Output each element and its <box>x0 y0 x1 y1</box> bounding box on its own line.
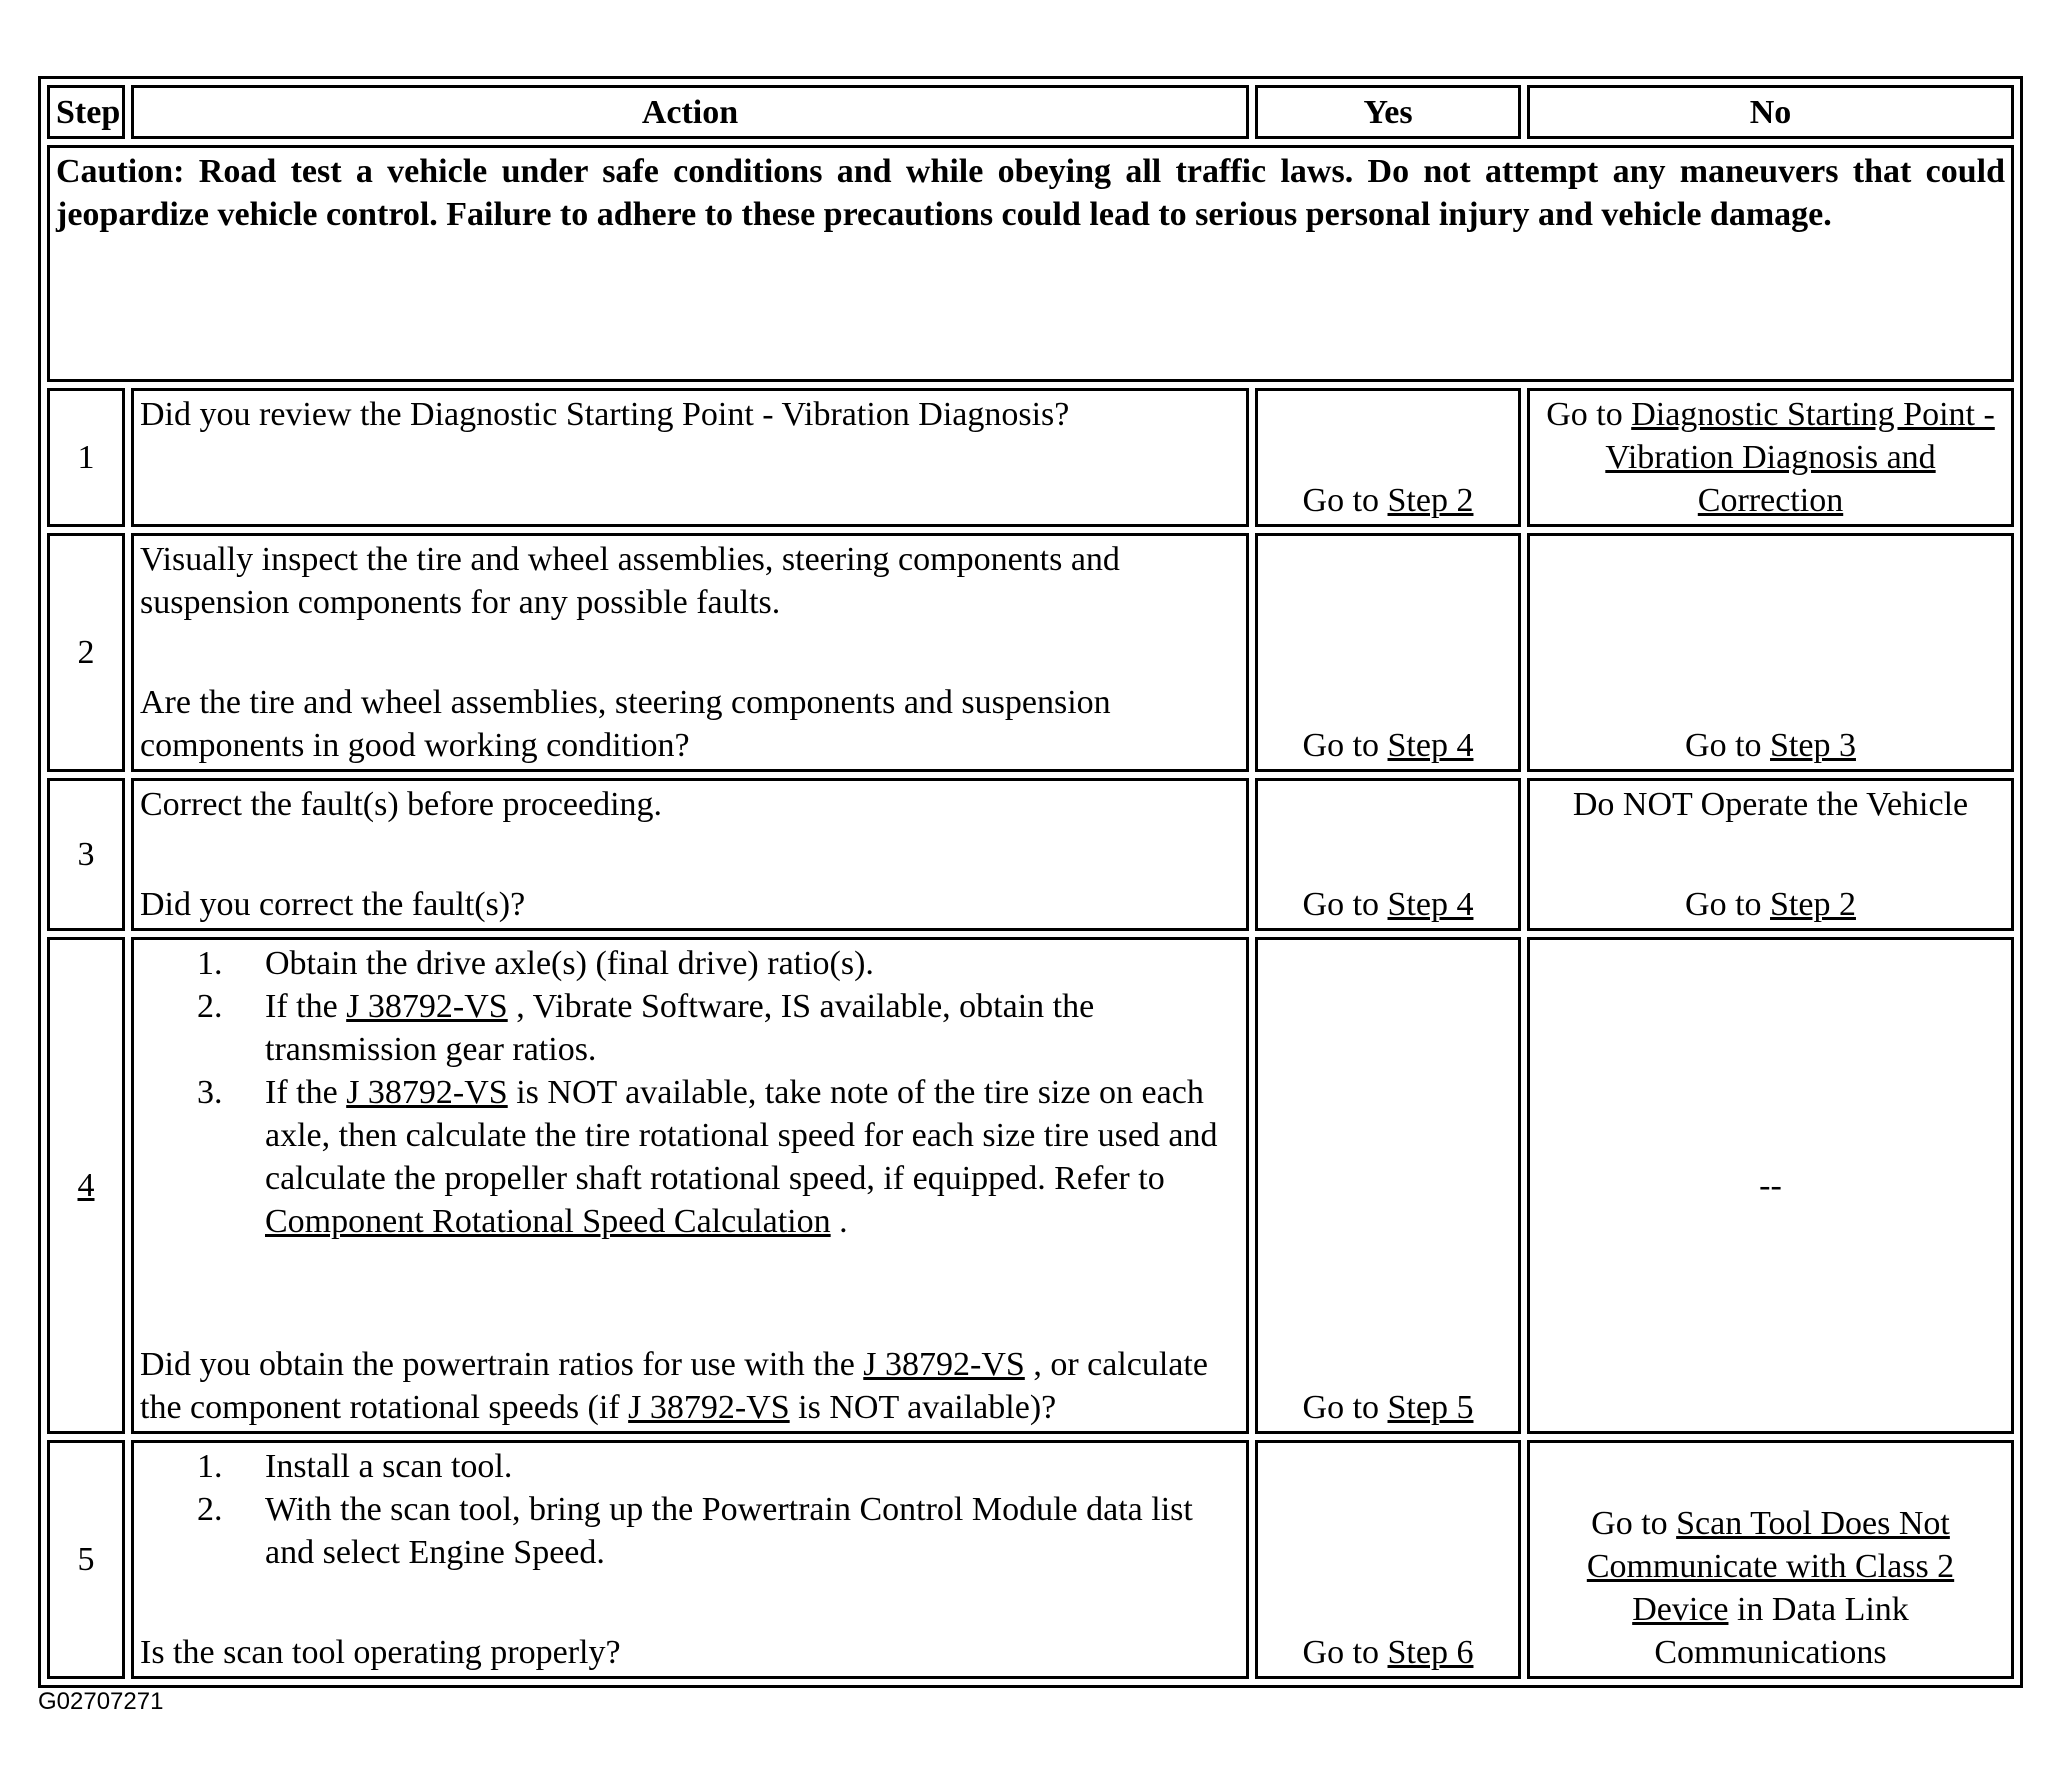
list-item <box>140 1488 1240 1574</box>
goto-step-2-link[interactable]: Step 2 <box>1387 482 1474 519</box>
list-item-text: Obtain the drive axle(s) (final drive) ratio(s). <box>265 945 874 982</box>
header-step: Step <box>47 85 125 139</box>
action-question: Did you correct the fault(s)? <box>140 886 526 923</box>
table-row-step-3 <box>47 778 2014 931</box>
action-instruction: Correct the fault(s) before proceeding. <box>140 786 663 823</box>
goto-step-4-link[interactable]: Step 4 <box>1387 886 1474 923</box>
action-cell <box>131 533 1249 772</box>
action-instruction: Visually inspect the tire and wheel assemblies, steering components and suspension components for any possible faults. <box>140 541 1120 621</box>
action-cell <box>131 778 1249 931</box>
action-question: Is the scan tool operating properly? <box>140 1634 621 1671</box>
header-no: No <box>1527 85 2014 139</box>
diagnostic-starting-point-link[interactable]: Diagnostic Starting Point - Vibration Diagnosis and Correction <box>1605 396 1995 519</box>
no-prefix: Go to <box>1546 396 1632 433</box>
yes-cell <box>1255 778 1521 931</box>
list-item-text: If the <box>265 1074 347 1111</box>
action-question: Are the tire and wheel assemblies, steering components and suspension components in good working condition? <box>140 684 1111 764</box>
list-item <box>140 985 1240 1071</box>
step-number: 5 <box>47 1440 125 1679</box>
action-cell <box>131 937 1249 1434</box>
procedure-list <box>140 1445 1240 1574</box>
no-prefix: Go to <box>1591 1505 1677 1542</box>
step-4-anchor-link[interactable]: 4 <box>77 1167 95 1204</box>
header-yes: Yes <box>1255 85 1521 139</box>
action-cell <box>131 388 1249 527</box>
step-number: 1 <box>47 388 125 527</box>
j-38792-vs-link[interactable]: J 38792-VS <box>346 988 508 1025</box>
j-38792-vs-link[interactable]: J 38792-VS <box>346 1074 508 1111</box>
list-item-text: With the scan tool, bring up the Powertrain Control Module data list and select Engine Speed. <box>265 1491 1193 1571</box>
yes-cell <box>1255 388 1521 527</box>
step-number: 3 <box>47 778 125 931</box>
table-row-step-1 <box>47 388 2014 527</box>
goto-step-3-link[interactable]: Step 3 <box>1770 727 1856 764</box>
caution-text: Caution: Road test a vehicle under safe conditions and while obeying all traffic laws. Do not attempt any maneuvers that could jeopardize vehicle control. Failure to adhere to these precautions could lead to serious personal injury and vehicle damage. <box>47 145 2014 382</box>
yes-prefix: Go to <box>1302 1389 1388 1426</box>
header-row <box>47 85 2014 139</box>
question-text: is NOT available)? <box>789 1389 1057 1426</box>
action-cell <box>131 1440 1249 1679</box>
j-38792-vs-link[interactable]: J 38792-VS <box>628 1389 790 1426</box>
table-row-step-5 <box>47 1440 2014 1679</box>
no-cell <box>1527 388 2014 527</box>
table-row-step-2 <box>47 533 2014 772</box>
list-item-text: , Vibrate Software, IS available, obtain the transmission gear ratios. <box>265 988 1095 1068</box>
diagnostic-table-wrapper <box>38 76 2017 1688</box>
action-question <box>140 1343 1240 1429</box>
step-number-cell <box>47 937 125 1434</box>
list-item <box>140 942 1240 985</box>
yes-cell <box>1255 1440 1521 1679</box>
goto-step-4-link[interactable]: Step 4 <box>1387 727 1474 764</box>
step-number: 2 <box>47 533 125 772</box>
list-item-text: Install a scan tool. <box>265 1448 513 1485</box>
list-item-number: 1. <box>197 945 223 982</box>
no-cell: -- <box>1527 937 2014 1434</box>
table-row-step-4 <box>47 937 2014 1434</box>
question-text: , or calculate the component rotational speeds (if <box>140 1346 1208 1426</box>
list-item-number: 3. <box>197 1074 223 1111</box>
list-item <box>140 1445 1240 1488</box>
goto-step-5-link[interactable]: Step 5 <box>1387 1389 1474 1426</box>
no-prefix: Go to <box>1685 727 1771 764</box>
list-item-number: 2. <box>197 988 223 1025</box>
procedure-list <box>140 942 1240 1243</box>
header-action: Action <box>131 85 1249 139</box>
j-38792-vs-link[interactable]: J 38792-VS <box>863 1346 1025 1383</box>
no-warning-text: Do NOT Operate the Vehicle <box>1572 786 1969 823</box>
list-item-number: 1. <box>197 1448 223 1485</box>
yes-cell <box>1255 533 1521 772</box>
caution-row <box>47 145 2014 382</box>
yes-prefix: Go to <box>1302 886 1388 923</box>
component-rotational-speed-link[interactable]: Component Rotational Speed Calculation <box>265 1203 831 1240</box>
scan-tool-does-not-communicate-link[interactable]: Scan Tool Does Not Communicate with Class 2 Device <box>1586 1505 1955 1628</box>
list-item <box>140 1071 1240 1243</box>
yes-prefix: Go to <box>1302 1634 1388 1671</box>
no-cell <box>1527 1440 2014 1679</box>
no-suffix: in Data Link Communications <box>1654 1591 1909 1671</box>
goto-step-6-link[interactable]: Step 6 <box>1387 1634 1474 1671</box>
list-item-text: If the <box>265 988 347 1025</box>
diagnostic-table <box>38 76 2023 1688</box>
list-item-text: is NOT available, take note of the tire size on each axle, then calculate the tire rotational speed for each size tire used and calculate the propeller shaft rotational speed, if equipped. Refer to <box>265 1074 1218 1197</box>
no-cell <box>1527 533 2014 772</box>
question-text: Did you obtain the powertrain ratios for use with the <box>140 1346 864 1383</box>
yes-prefix: Go to <box>1302 727 1388 764</box>
yes-cell <box>1255 937 1521 1434</box>
no-cell <box>1527 778 2014 931</box>
action-text: Did you review the Diagnostic Starting Point - Vibration Diagnosis? <box>140 396 1070 433</box>
figure-id: G02707271 <box>38 1688 164 1715</box>
yes-prefix: Go to <box>1302 482 1388 519</box>
list-item-text: . <box>830 1203 848 1240</box>
no-prefix: Go to <box>1685 886 1771 923</box>
list-item-number: 2. <box>197 1491 223 1528</box>
goto-step-2-link[interactable]: Step 2 <box>1770 886 1856 923</box>
